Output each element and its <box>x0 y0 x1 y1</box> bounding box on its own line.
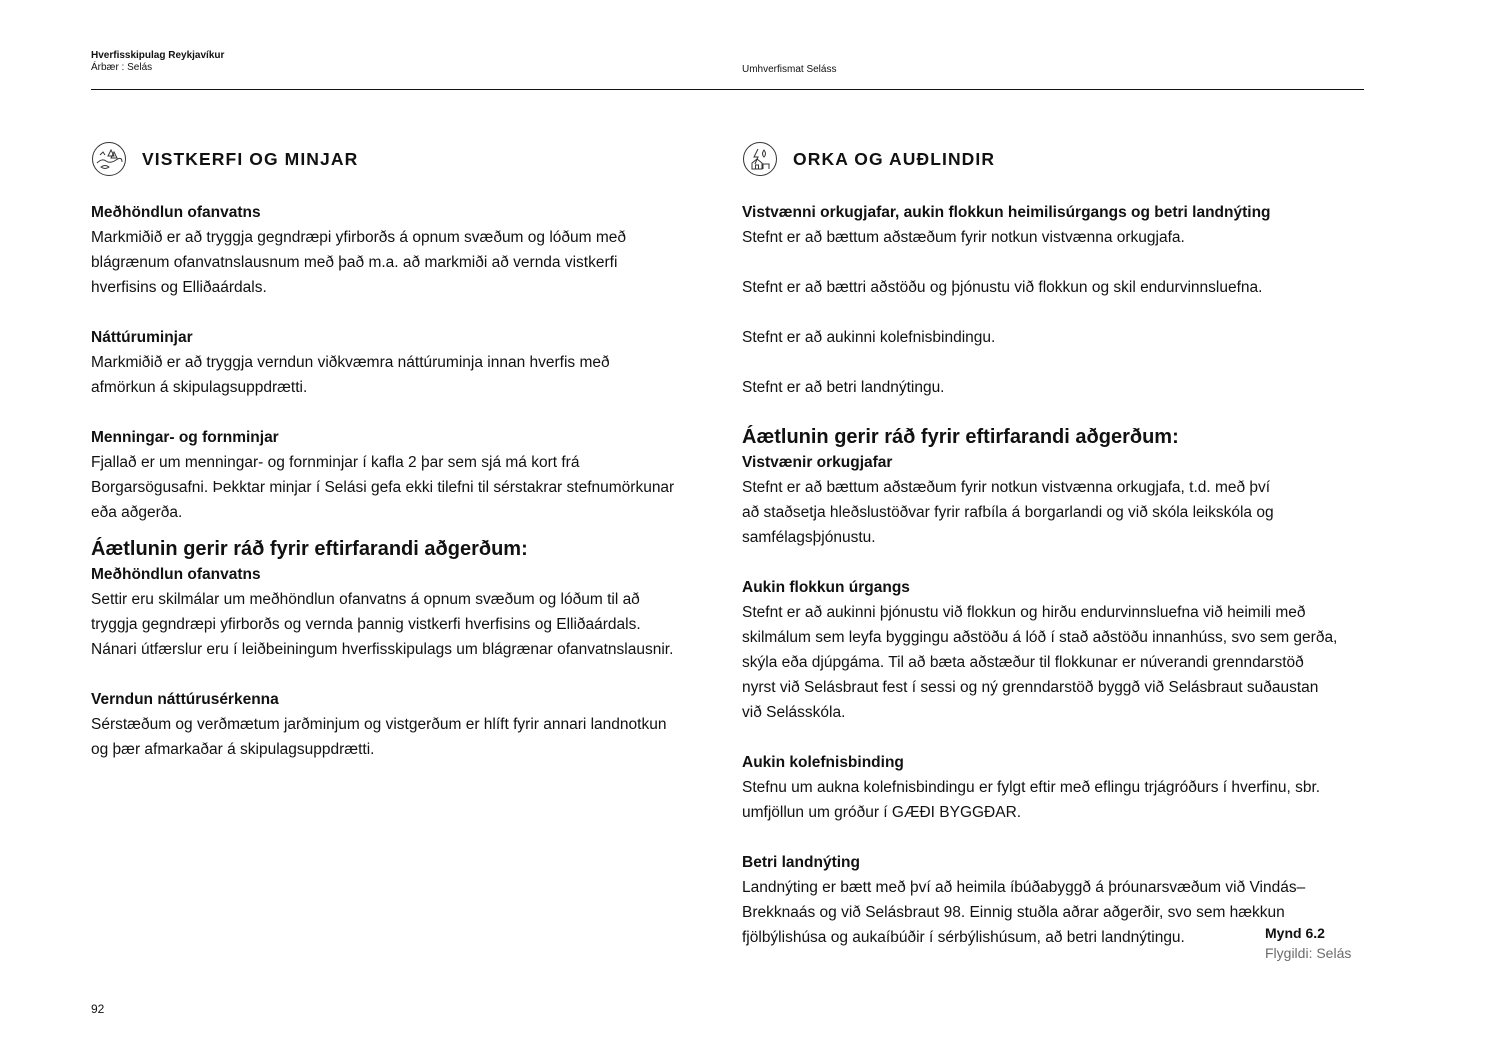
subheading: Aukin kolefnisbinding <box>742 754 904 771</box>
subheading: Náttúruminjar <box>91 329 193 346</box>
energy-resources-icon <box>742 141 778 177</box>
paragraph: Markmiðið er að tryggja verndun viðkvæmra náttúruminja innan hverfis með afmörkun á skipulagsuppdrætti. <box>91 354 610 396</box>
actions-heading: Áætlunin gerir ráð fyrir eftirfarandi aðgerðum: <box>91 538 528 560</box>
text-block <box>742 450 1372 550</box>
text-block <box>742 575 1372 725</box>
paragraph: Stefnt er að aukinni þjónustu við flokkun og hirðu endurvinnsluefna við heimili með skilmálum sem leyfa byggingu aðstöðu á lóð í stað aðstöðu innanhúss, svo sem gerða, skýla eða djúpgáma. Til að bæta aðstæður til flokkunar er núverandi grenndarstöð nyrst við Selásbraut fest í sessi og ný grenndarstöð byggð við Selásbraut suðaustan við Selásskóla. <box>742 604 1338 721</box>
right-column <box>742 140 1372 975</box>
section-heading-ecosystem <box>91 140 721 178</box>
text-block <box>91 200 721 300</box>
text-block <box>91 562 721 662</box>
subheading: Vistvænir orkugjafar <box>742 454 893 471</box>
header-divider <box>91 89 1364 90</box>
subheading: Meðhöndlun ofanvatns <box>91 204 261 221</box>
text-block <box>91 687 721 762</box>
actions-heading: Áætlunin gerir ráð fyrir eftirfarandi aðgerðum: <box>742 426 1179 448</box>
paragraph: Fjallað er um menningar- og fornminjar í kafla 2 þar sem sjá má kort frá Borgarsögusafni. Þekktar minjar í Selási gefa ekki tilefni til sérstakrar stefnumörkunar eða aðgerða. <box>91 454 675 521</box>
paragraph: Sérstæðum og verðmætum jarðminjum og vistgerðum er hlíft fyrir annari landnotkun og þær afmarkaðar á skipulagsuppdrætti. <box>91 716 667 758</box>
subheading: Aukin flokkun úrgangs <box>742 579 910 596</box>
section-title: ORKA OG AUÐLINDIR <box>793 148 996 169</box>
paragraph: Landnýting er bætt með því að heimila íbúðabyggð á þróunarsvæðum við Vindás– Brekknaás og við Selásbraut 98. Einnig stuðla aðrar aðgerðir, svo sem hækkun fjölbýlishúsa og aukaíbúðir í sérbýlishúsum, að betri landnýtingu. <box>742 879 1306 946</box>
text-block <box>91 325 721 400</box>
paragraph: Stefnt er að bættum aðstæðum fyrir notkun vistvænna orkugjafa, t.d. með því að staðsetja hleðslustöðvar fyrir rafbíla á borgarlandi og við skóla leikskóla og samfélagsþjónustu. <box>742 479 1274 546</box>
section-heading-energy <box>742 140 1372 178</box>
intro-line: Stefnt er að bættri aðstöðu og þjónustu við flokkun og skil endurvinnsluefna. <box>742 279 1263 296</box>
document-subtitle: Árbær : Selás <box>91 62 153 73</box>
subheading: Verndun náttúrusérkenna <box>91 691 279 708</box>
paragraph: Settir eru skilmálar um meðhöndlun ofanvatns á opnum svæðum og lóðum til að tryggja gegndræpi yfirborðs og vernda þannig vistkerfi hverfisins og Elliðaárdals. Nánari útfærslur eru í leiðbeiningum hverfisskipulags um blágrænar ofanvatnslausnir. <box>91 591 674 658</box>
text-block <box>742 750 1372 825</box>
subheading: Betri landnýting <box>742 854 860 871</box>
intro-line: Stefnt er að bættum aðstæðum fyrir notkun vistvænna orkugjafa. <box>742 229 1185 246</box>
subheading: Meðhöndlun ofanvatns <box>91 566 261 583</box>
figure-label: Mynd 6.2 <box>1265 925 1325 941</box>
subheading: Vistvænni orkugjafar, aukin flokkun heimilisúrgangs og betri landnýting <box>742 204 1271 221</box>
figure-caption: Flygildi: Selás <box>1265 945 1352 961</box>
paragraph: Stefnu um aukna kolefnisbindingu er fylgt eftir með eflingu trjágróðurs í hverfinu, sbr. umfjöllun um gróður í GÆÐI BYGGÐAR. <box>742 779 1321 821</box>
text-block <box>91 425 721 525</box>
section-title: VISTKERFI OG MINJAR <box>142 148 359 169</box>
subheading: Menningar- og fornminjar <box>91 429 279 446</box>
section-header: Umhverfismat Seláss <box>742 64 837 75</box>
intro-line: Stefnt er að aukinni kolefnisbindingu. <box>742 329 996 346</box>
paragraph: Markmiðið er að tryggja gegndræpi yfirborðs á opnum svæðum og lóðum með blágrænum ofanvatnslausnum með það m.a. að markmiði að vernda vistkerfi hverfisins og Elliðaárdals. <box>91 229 626 296</box>
running-header <box>91 50 224 74</box>
document-title: Hverfisskipulag Reykjavíkur <box>91 50 225 61</box>
ecosystem-heritage-icon <box>91 141 127 177</box>
left-column <box>91 140 721 787</box>
intro-line: Stefnt er að betri landnýtingu. <box>742 379 945 396</box>
figure-reference <box>1265 923 1351 963</box>
page-number: 92 <box>91 1002 105 1016</box>
